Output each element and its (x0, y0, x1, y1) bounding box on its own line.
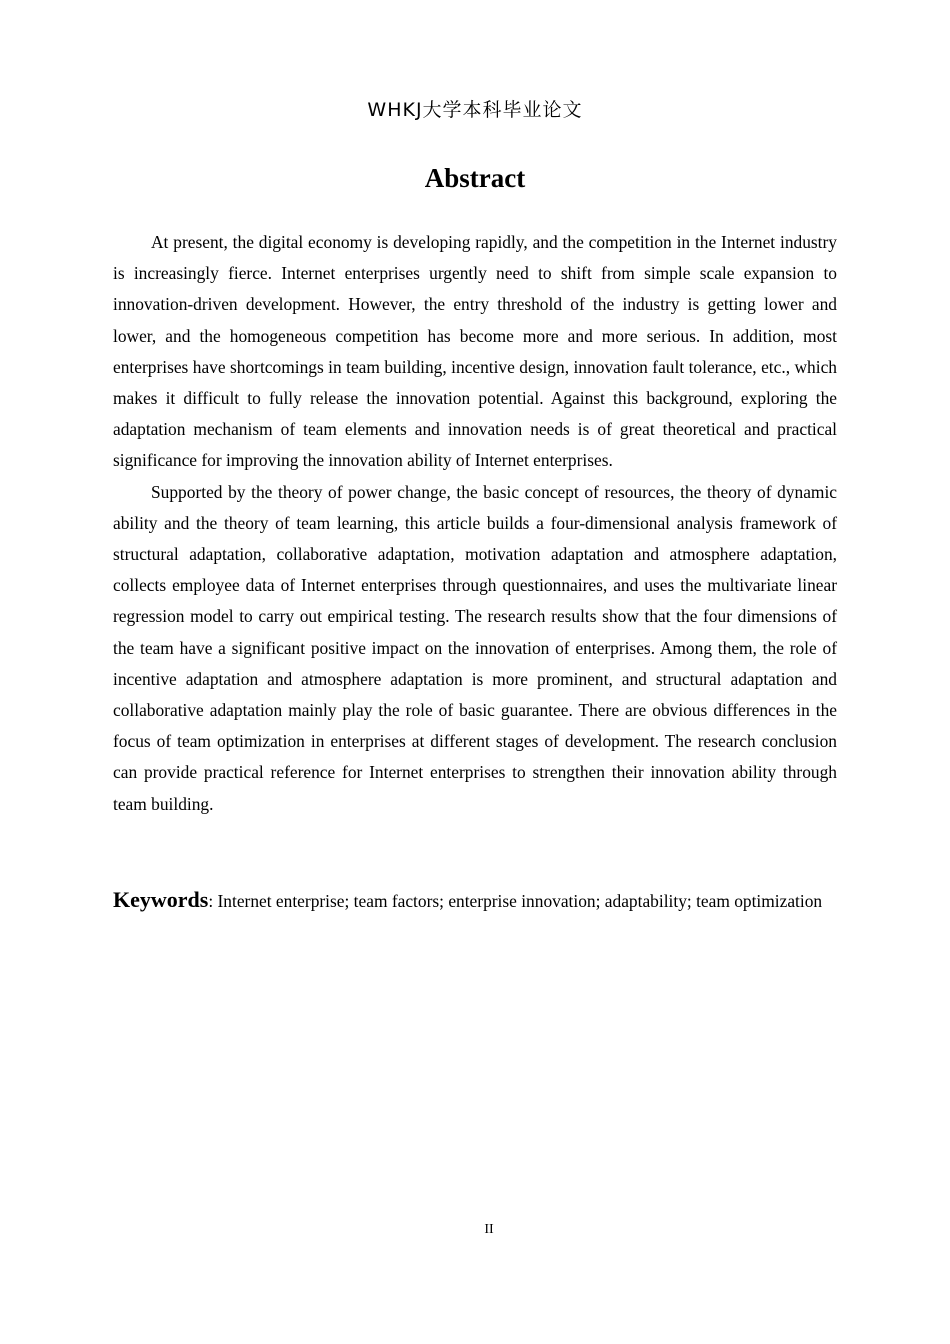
abstract-body (113, 227, 837, 820)
keywords-line (113, 880, 837, 921)
keywords-separator: : (208, 891, 218, 911)
keywords-label: Keywords (113, 887, 209, 912)
abstract-paragraph-1: At present, the digital economy is developing rapidly, and the competition in the Internet industry is increasingly fierce. Internet enterprises urgently need to shift from simple scale expansion to innovation-driven development. However, the entry threshold of the industry is getting lower and lower, and the homogeneous competition has become more and more serious. In addition, most enterprises have shortcomings in team building, incentive design, innovation fault tolerance, etc., which makes it difficult to fully release the innovation potential. Against this background, exploring the adaptation mechanism of team elements and innovation needs is of great theoretical and practical significance for improving the innovation ability of Internet enterprises. (113, 232, 837, 471)
running-header: WHKJ大学本科毕业论文 (367, 99, 583, 121)
page-number: II (484, 1222, 494, 1237)
keywords-text: Internet enterprise; team factors; enterprise innovation; adaptability; team optimization (217, 891, 823, 911)
abstract-title: Abstract (424, 163, 526, 193)
abstract-paragraph-2: Supported by the theory of power change, the basic concept of resources, the theory of dynamic ability and the theory of team learning, this article builds a four-dimensional analysis framework of structural adaptation, collaborative adaptation, motivation adaptation and atmosphere adaptation, collects employee data of Internet enterprises through questionnaires, and uses the multivariate linear regression model to carry out empirical testing. The research results show that the four dimensions of the team have a significant positive impact on the innovation of enterprises. Among them, the role of incentive adaptation and atmosphere adaptation is more prominent, and structural adaptation and collaborative adaptation mainly play the role of basic guarantee. There are obvious differences in the focus of team optimization in enterprises at different stages of development. The research conclusion can provide practical reference for Internet enterprises to strengthen their innovation ability through team building. (113, 481, 837, 814)
